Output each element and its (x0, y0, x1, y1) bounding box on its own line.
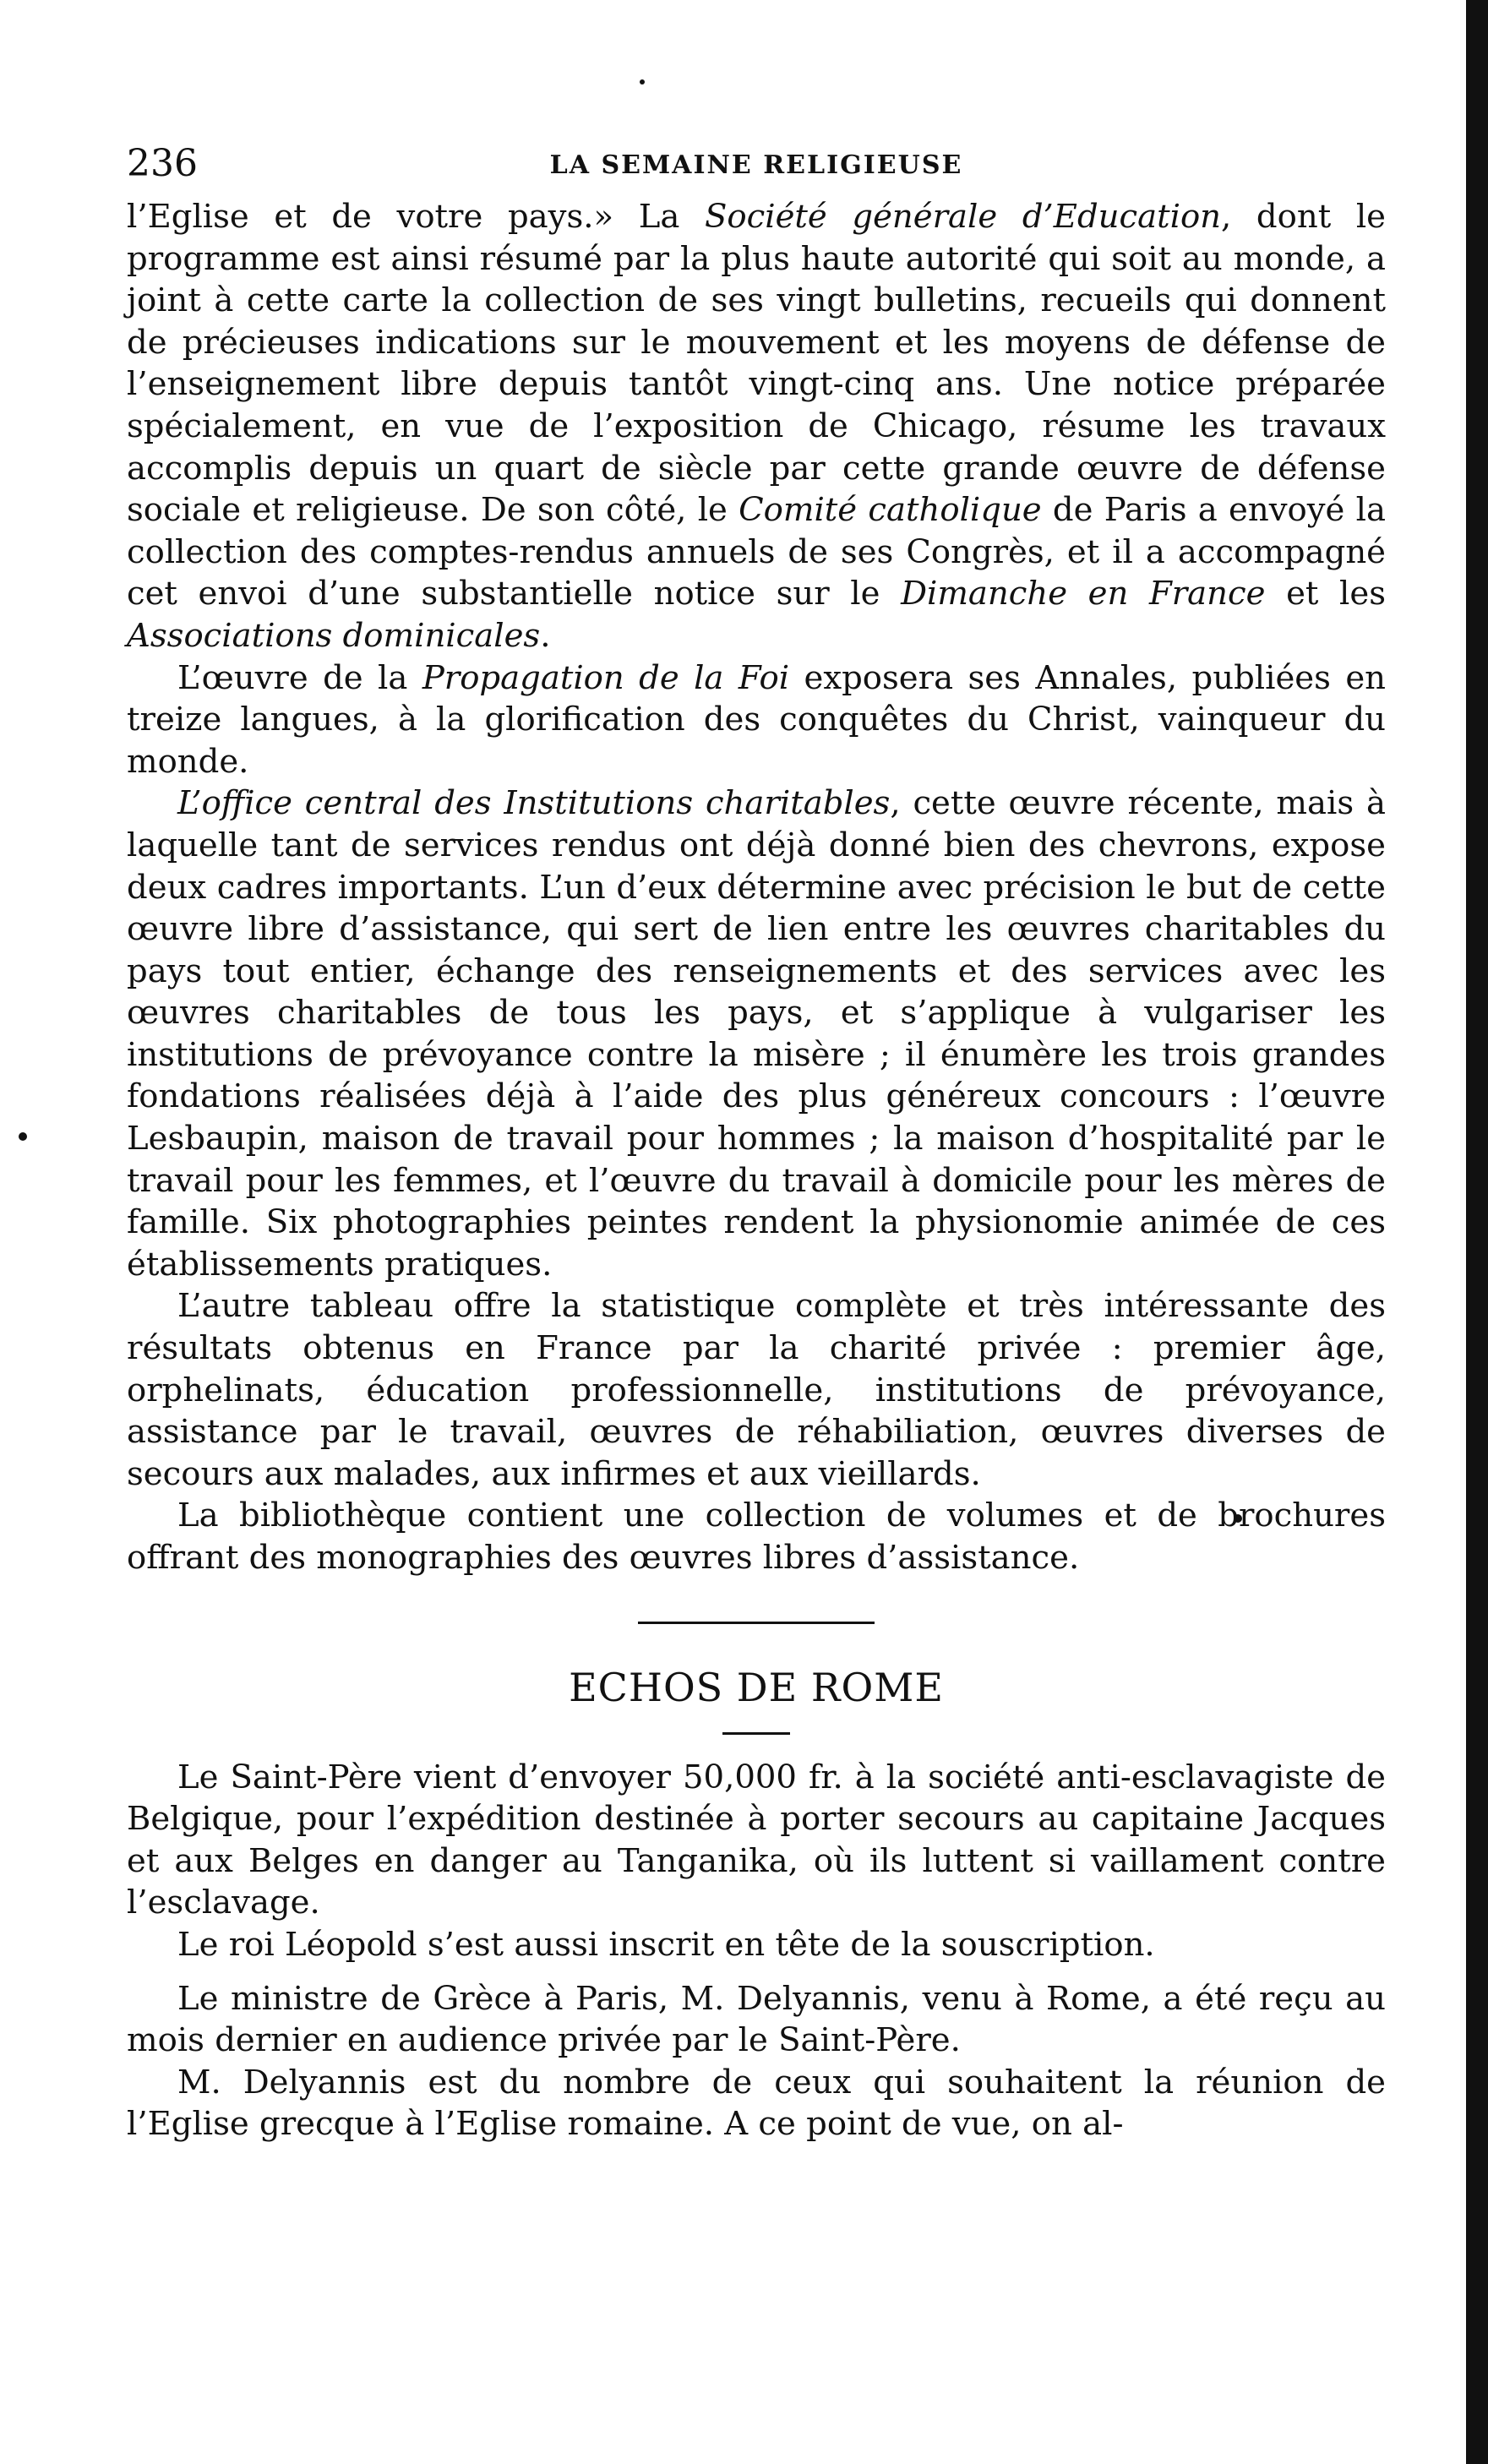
text-run: l’Eglise et de votre pays.» La (127, 198, 705, 236)
section-title: ECHOS DE ROME (569, 1664, 944, 1710)
italic-title: Société générale d’Education (705, 198, 1222, 236)
page-number: 236 (127, 142, 198, 185)
page-header (127, 135, 1386, 196)
page-edge-shadow (1466, 0, 1488, 2464)
paragraph: Le ministre de Grèce à Paris, M. Delyannis, venu à Rome, a été reçu au mois dernier en audience privée par le Saint-Père. (127, 1979, 1386, 2060)
paragraph: La bibliothèque contient une collection de volumes et de brochures offrant des monographies des œuvres libres d’assistance. (127, 1496, 1386, 1577)
body-text (127, 196, 1386, 1579)
italic-title: Comité catholique (739, 491, 1042, 530)
section-divider (638, 1622, 875, 1624)
text-run: , cette œuvre récente, mais à laquelle tant de services rendus ont déjà donné bien des chevrons, expose deux cadres importants. L’un d’eux détermine avec précision le but de cette œuvre libre d’assistance, qui sert de lien entre les œuvres charitables du pays tout entier, échange des renseignements et des services avec les œuvres charitables de tous les pays, et s’applique à vulgariser les institutions de prévoyance contre la misère ; il énumère les trois grandes fondations réalisées déjà à l’aide des plus généreux concours : l’œuvre Lesbaupin, maison de travail pour hommes ; la maison d’hospitalité par le travail pour les femmes, et l’œuvre du travail à domicile pour les mères de famille. Six photographies peintes rendent la physionomie animée de ces établissements pratiques. (127, 784, 1386, 1284)
title-underline (722, 1732, 790, 1735)
speck (640, 79, 645, 84)
paragraph (127, 782, 1386, 1285)
text-run: , dont le programme est ainsi résumé par la plus haute autorité qui soit au monde, a joint à cette carte la collection de ses vingt bulletins, recueils qui donnent de précieuses indications sur le mouvement et les moyens de défense de l’enseignement libre depuis tantôt vingt-cinq ans. Une notice préparée spécialement, en vue de l’exposition de Chicago, résume les travaux accomplis depuis un quart de siècle par cette grande œuvre de défense sociale et religieuse. De son côté, le (127, 198, 1387, 530)
paragraph: L’autre tableau offre la statistique complète et très intéressante des résultats obtenus en France par la charité privée : premier âge, orphelinats, éducation professionnelle, institutions de prévoyance, assistance par le travail, œuvres de réhabiliation, œuvres diverses de secours aux malades, aux infirmes et aux vieillards. (127, 1287, 1386, 1493)
italic-title: Associations dominicales (127, 616, 541, 655)
text-run: L’œuvre de la (177, 658, 422, 697)
paragraph (127, 196, 1386, 657)
page (127, 135, 1386, 2145)
paragraph (127, 657, 1386, 783)
speck (19, 1132, 27, 1141)
text-run: . (540, 616, 551, 655)
text-run: et les (1265, 575, 1387, 613)
text-run: exposera ses Annales, publiées en treize langues, à la glorification des conquêtes du Christ, vainqueur du monde. (127, 658, 1386, 781)
italic-title: Dimanche en France (901, 575, 1266, 613)
text-run: de Paris a envoyé la collection des comptes-rendus annuels de ses Congrès, et il a accompagné cet envoi d’une substantielle notice sur le (127, 491, 1386, 613)
italic-title: L’office central des Institutions charitables (177, 784, 891, 823)
italic-title: Propagation de la Foi (422, 658, 790, 697)
paragraph: M. Delyannis est du nombre de ceux qui souhaitent la réunion de l’Eglise grecque à l’Eglise romaine. A ce point de vue, on al- (127, 2063, 1386, 2144)
paragraph: Le Saint-Père vient d’envoyer 50,000 fr. à la société anti-esclavagiste de Belgique, pour l’expédition destinée à porter secours au capitaine Jacques et aux Belges en danger au Tanganika, où ils luttent si vaillament contre l’esclavage. (127, 1758, 1386, 1922)
running-title: LA SEMAINE RELIGIEUSE (549, 150, 963, 180)
news-text (127, 1757, 1386, 2145)
paragraph: Le roi Léopold s’est aussi inscrit en tête de la souscription. (177, 1925, 1155, 1964)
